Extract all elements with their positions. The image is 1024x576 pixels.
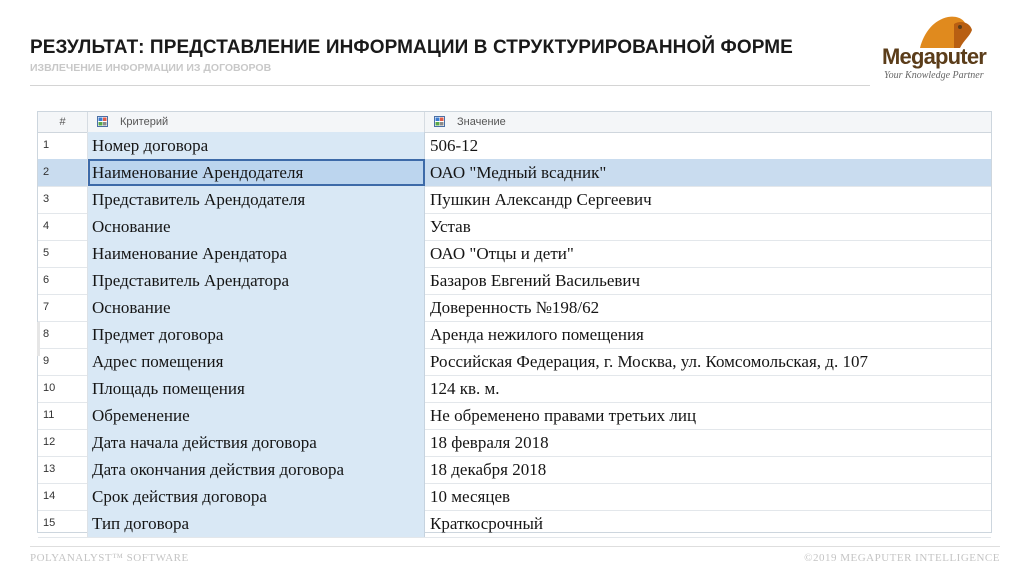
row-number: 4 xyxy=(38,213,88,240)
header-value-label: Значение xyxy=(457,116,506,128)
row-number: 5 xyxy=(38,240,88,267)
row-number: 12 xyxy=(38,429,88,456)
table-row[interactable] xyxy=(38,267,991,295)
criterion-cell[interactable]: Основание xyxy=(88,213,425,240)
criterion-cell[interactable]: Номер договора xyxy=(88,132,425,159)
table-row[interactable] xyxy=(38,186,991,214)
table-row[interactable] xyxy=(38,321,991,349)
table-column-icon xyxy=(434,116,445,127)
value-cell[interactable]: Краткосрочный xyxy=(430,514,543,533)
criterion-cell[interactable]: Дата окончания действия договора xyxy=(88,456,425,483)
criterion-cell[interactable]: Обременение xyxy=(88,402,425,429)
row-number: 9 xyxy=(38,348,88,375)
criterion-cell[interactable]: Основание xyxy=(88,294,425,321)
value-cell[interactable]: Аренда нежилого помещения xyxy=(430,325,644,344)
table-row[interactable] xyxy=(38,348,991,376)
value-cell[interactable]: 18 февраля 2018 xyxy=(430,433,549,452)
table-row-selected[interactable] xyxy=(38,159,991,187)
table-row[interactable] xyxy=(38,510,991,538)
value-cell[interactable]: Пушкин Александр Сергеевич xyxy=(430,190,652,209)
value-cell[interactable]: Российская Федерация, г. Москва, ул. Комсомольская, д. 107 xyxy=(430,352,868,371)
footer-software: POLYANALYST™ SOFTWARE xyxy=(30,552,189,564)
megaputer-logo xyxy=(880,14,1010,90)
value-cell[interactable]: Базаров Евгений Васильевич xyxy=(430,271,641,290)
value-cell[interactable]: Доверенность №198/62 xyxy=(430,298,600,317)
header-divider xyxy=(30,85,870,86)
table-row[interactable] xyxy=(38,429,991,457)
grid-splitter-handle[interactable] xyxy=(37,322,40,356)
criterion-cell[interactable]: Тип договора xyxy=(88,510,425,537)
row-number: 1 xyxy=(38,132,88,159)
table-row[interactable] xyxy=(38,456,991,484)
header-value[interactable] xyxy=(425,112,991,132)
row-number: 14 xyxy=(38,483,88,510)
criterion-cell[interactable]: Дата начала действия договора xyxy=(88,429,425,456)
criterion-cell[interactable]: Адрес помещения xyxy=(88,348,425,375)
table-row[interactable] xyxy=(38,240,991,268)
table-row[interactable] xyxy=(38,375,991,403)
value-cell[interactable]: 506-12 xyxy=(430,136,479,155)
grid-header xyxy=(38,112,991,133)
value-cell[interactable]: Устав xyxy=(430,217,471,236)
footer-divider xyxy=(30,546,1000,547)
value-cell[interactable]: 18 декабря 2018 xyxy=(430,460,547,479)
row-number: 6 xyxy=(38,267,88,294)
table-row[interactable] xyxy=(38,294,991,322)
value-cell[interactable]: 124 кв. м. xyxy=(430,379,500,398)
value-cell[interactable]: Не обременено правами третьих лиц xyxy=(430,406,697,425)
table-row[interactable] xyxy=(38,483,991,511)
row-number: 13 xyxy=(38,456,88,483)
table-row[interactable] xyxy=(38,213,991,241)
criterion-cell[interactable]: Площадь помещения xyxy=(88,375,425,402)
value-cell[interactable]: ОАО "Отцы и дети" xyxy=(430,244,574,263)
logo-wordmark: Megaputer xyxy=(882,44,987,69)
header-criterion-label: Критерий xyxy=(120,116,169,128)
row-number: 8 xyxy=(38,321,88,348)
criterion-cell[interactable]: Срок действия договора xyxy=(88,483,425,510)
data-grid[interactable] xyxy=(37,111,992,533)
footer-copyright: ©2019 MEGAPUTER INTELLIGENCE xyxy=(804,552,1000,564)
table-column-icon xyxy=(97,116,108,127)
header-number[interactable]: # xyxy=(38,112,88,132)
value-cell[interactable]: 10 месяцев xyxy=(430,487,511,506)
logo-tagline: Your Knowledge Partner xyxy=(884,70,984,81)
row-number: 11 xyxy=(38,402,88,429)
value-cell[interactable]: ОАО "Медный всадник" xyxy=(425,159,991,186)
slide-title: РЕЗУЛЬТАТ: ПРЕДСТАВЛЕНИЕ ИНФОРМАЦИИ В СТРУКТУРИРОВАННОЙ ФОРМЕ xyxy=(30,37,793,58)
criterion-cell[interactable]: Наименование Арендатора xyxy=(88,240,425,267)
criterion-cell[interactable]: Наименование Арендодателя xyxy=(88,159,425,186)
row-number: 15 xyxy=(38,510,88,537)
slide-subtitle: ИЗВЛЕЧЕНИЕ ИНФОРМАЦИИ ИЗ ДОГОВОРОВ xyxy=(30,62,272,74)
header-criterion[interactable] xyxy=(88,112,425,132)
row-number: 3 xyxy=(38,186,88,213)
row-number: 7 xyxy=(38,294,88,321)
criterion-cell[interactable]: Предмет договора xyxy=(88,321,425,348)
row-number: 10 xyxy=(38,375,88,402)
table-row[interactable] xyxy=(38,132,991,160)
row-number: 2 xyxy=(38,159,88,186)
criterion-cell[interactable]: Представитель Арендодателя xyxy=(88,186,425,213)
criterion-cell[interactable]: Представитель Арендатора xyxy=(88,267,425,294)
table-row[interactable] xyxy=(38,402,991,430)
